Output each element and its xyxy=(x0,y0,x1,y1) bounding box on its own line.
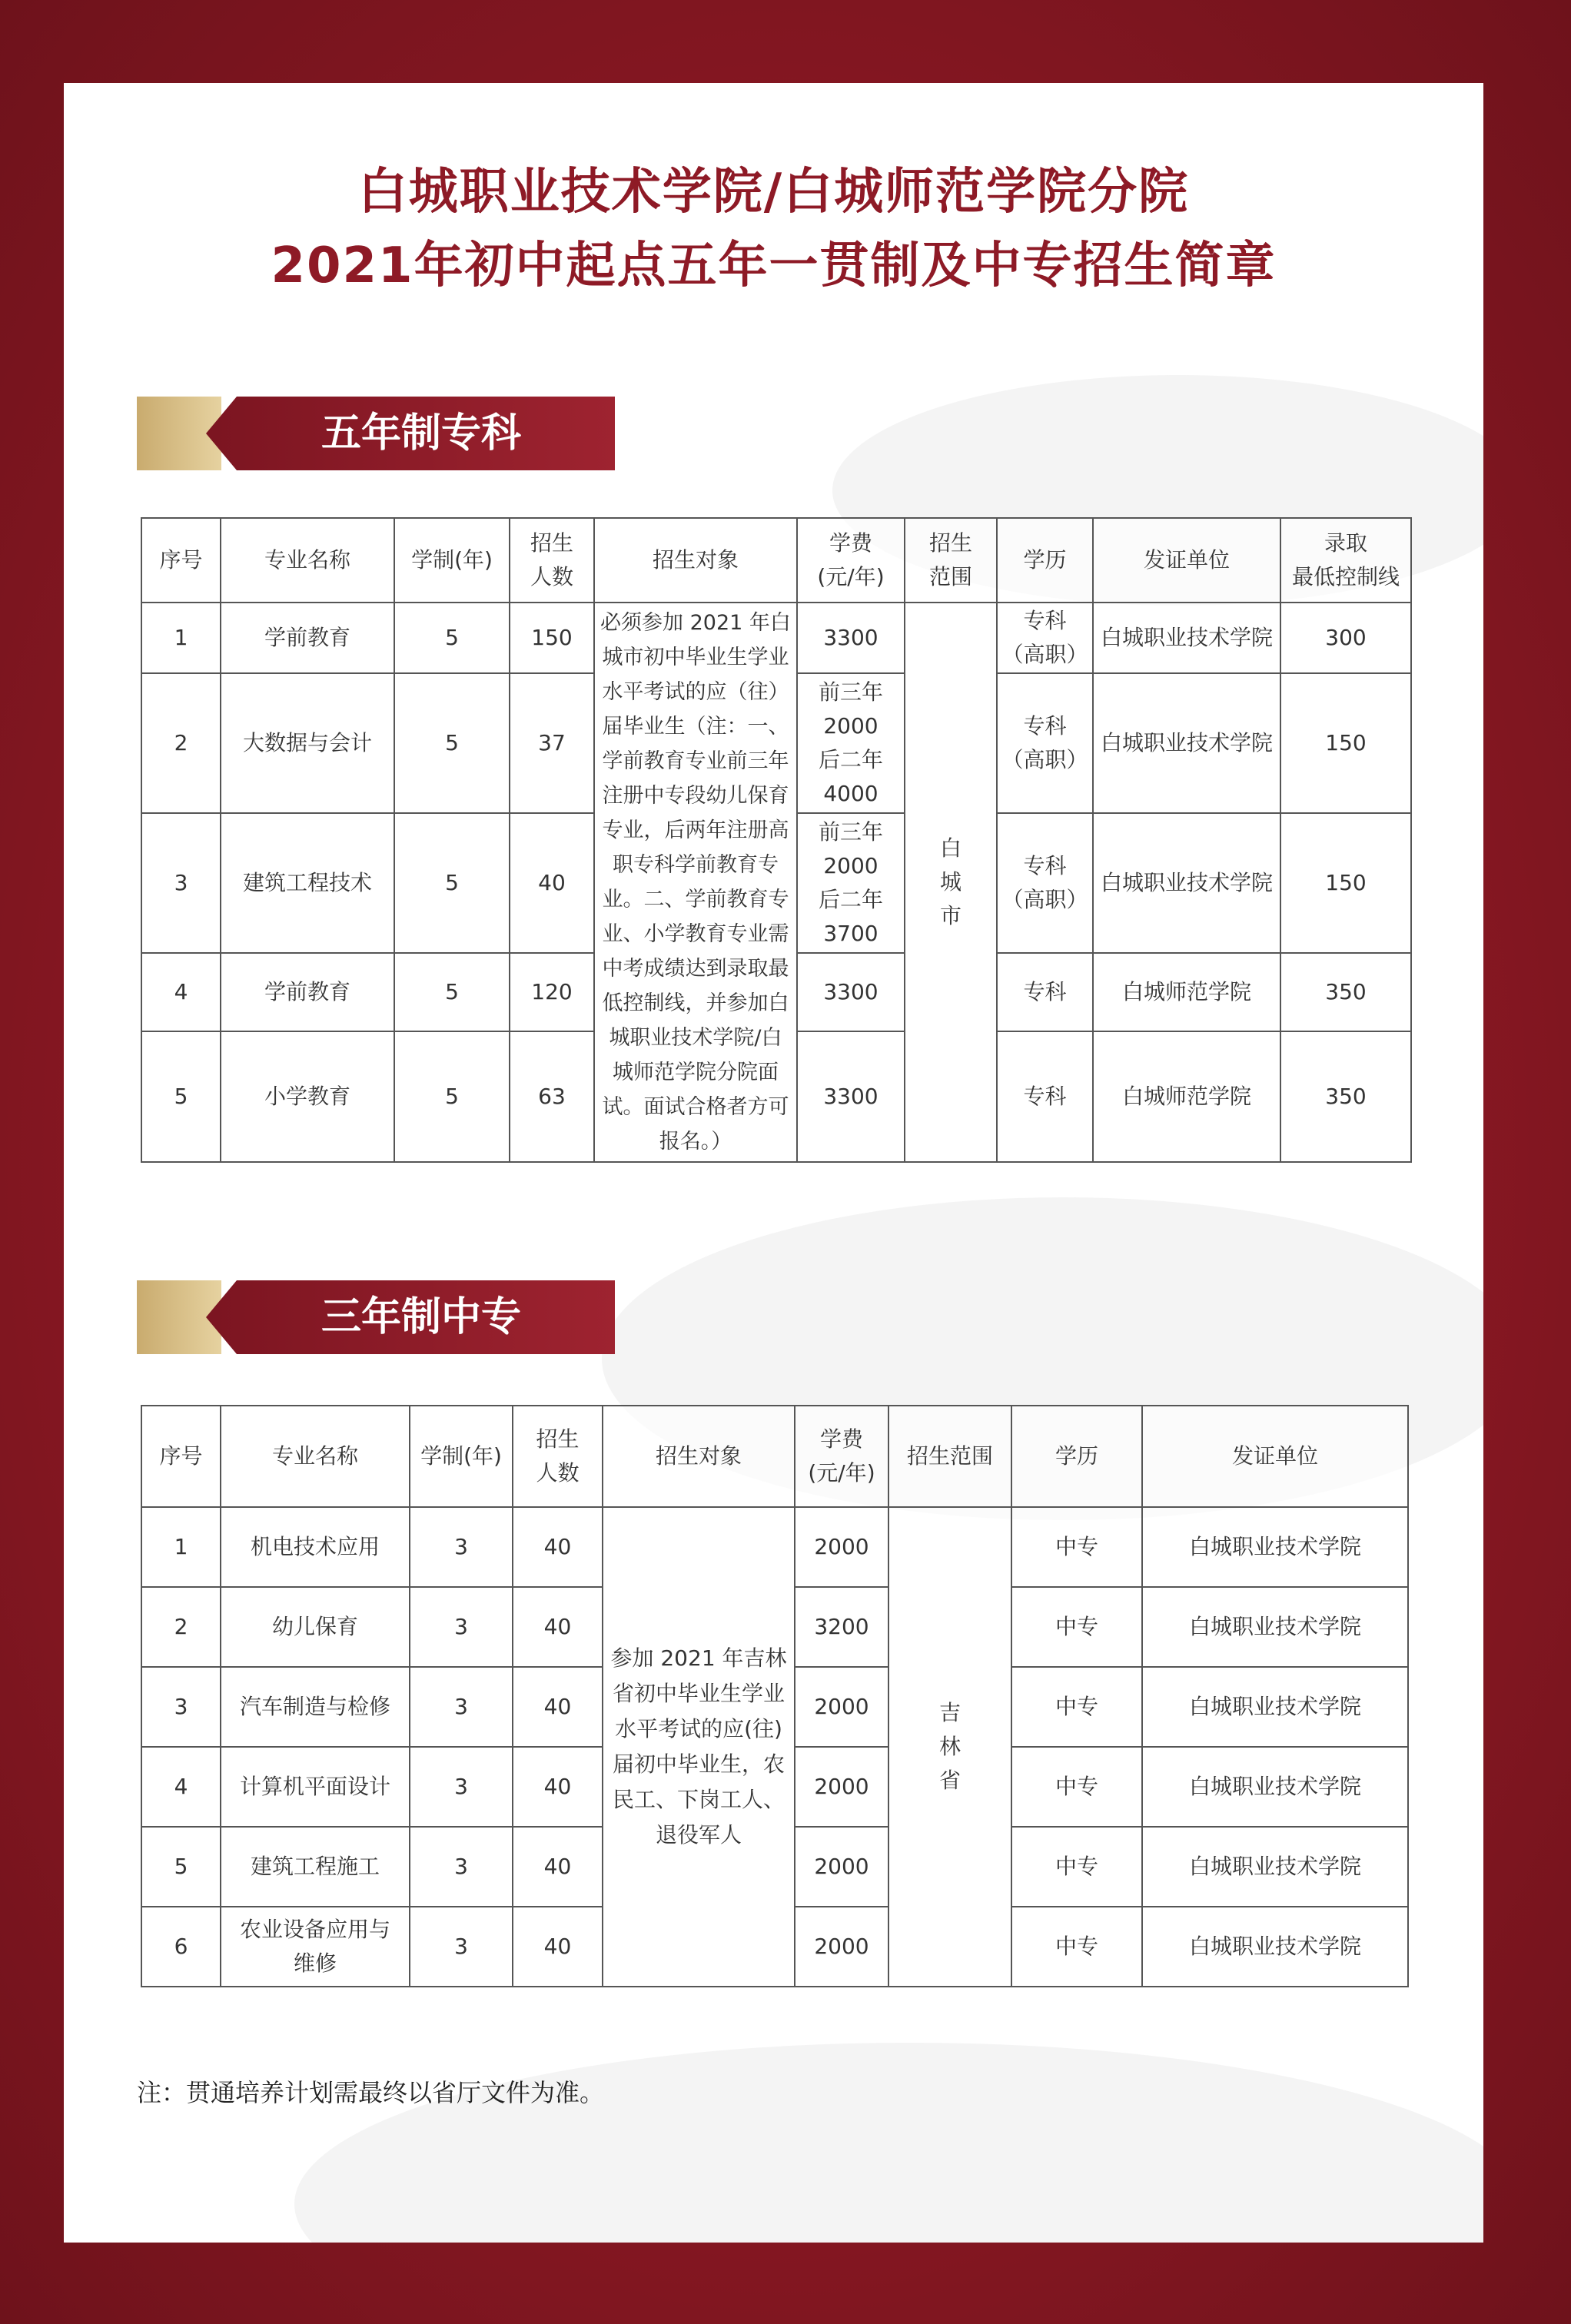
page-title-line2: 2021年初中起点五年一贯制及中专招生简章 xyxy=(271,237,1277,294)
header-major: 专业名称 xyxy=(221,518,394,603)
cell-degree: 专科 （高职） xyxy=(997,603,1093,673)
cell-issuer: 白城师范学院 xyxy=(1093,953,1280,1031)
cell-count: 40 xyxy=(513,1507,603,1587)
cell-fee: 2000 xyxy=(795,1747,888,1827)
cell-scope: 吉 林 省 xyxy=(888,1507,1011,1987)
cell-no: 2 xyxy=(141,673,221,813)
cell-fee: 2000 xyxy=(795,1827,888,1907)
cell-issuer: 白城职业技术学院 xyxy=(1093,603,1280,673)
cell-years: 5 xyxy=(394,953,510,1031)
cell-degree: 中专 xyxy=(1011,1587,1142,1667)
section-title: 五年制专科 xyxy=(321,410,521,456)
section-header-five-year xyxy=(137,397,615,470)
cell-count: 63 xyxy=(510,1031,594,1162)
header-count: 招生 人数 xyxy=(513,1406,603,1507)
cell-count: 40 xyxy=(513,1747,603,1827)
cell-years: 5 xyxy=(394,673,510,813)
page-title-line1: 白城职业技术学院/白城师范学院分院 xyxy=(357,164,1190,221)
cell-no: 5 xyxy=(141,1827,221,1907)
cell-fee: 2000 xyxy=(795,1667,888,1747)
cell-no: 3 xyxy=(141,1667,221,1747)
cell-degree: 中专 xyxy=(1011,1747,1142,1827)
five-year-table xyxy=(141,517,1412,1163)
cell-years: 3 xyxy=(410,1507,513,1587)
cell-no: 1 xyxy=(141,603,221,673)
cell-degree: 中专 xyxy=(1011,1907,1142,1987)
cell-degree: 中专 xyxy=(1011,1507,1142,1587)
cell-minline: 350 xyxy=(1280,953,1411,1031)
cell-issuer: 白城职业技术学院 xyxy=(1142,1587,1408,1667)
table-header-row xyxy=(141,518,1411,603)
three-year-table xyxy=(141,1405,1409,1987)
cell-count: 40 xyxy=(513,1827,603,1907)
header-degree: 学历 xyxy=(997,518,1093,603)
cell-degree: 专科 （高职） xyxy=(997,813,1093,953)
cell-count: 150 xyxy=(510,603,594,673)
cell-major: 学前教育 xyxy=(221,603,394,673)
cell-scope: 白 城 市 xyxy=(905,603,997,1162)
cell-count: 37 xyxy=(510,673,594,813)
section-title: 三年制中专 xyxy=(321,1294,521,1340)
cell-major: 计算机平面设计 xyxy=(221,1747,410,1827)
cell-no: 3 xyxy=(141,813,221,953)
cell-degree: 中专 xyxy=(1011,1667,1142,1747)
cell-issuer: 白城职业技术学院 xyxy=(1142,1507,1408,1587)
cell-count: 120 xyxy=(510,953,594,1031)
cell-years: 3 xyxy=(410,1747,513,1827)
header-fee: 学费 (元/年) xyxy=(797,518,905,603)
cell-years: 3 xyxy=(410,1907,513,1987)
cell-no: 6 xyxy=(141,1907,221,1987)
cell-issuer: 白城师范学院 xyxy=(1093,1031,1280,1162)
header-minline: 录取 最低控制线 xyxy=(1280,518,1411,603)
cell-no: 4 xyxy=(141,953,221,1031)
footnote: 注：贯通培养计划需最终以省厅文件为准。 xyxy=(137,2078,605,2107)
header-scope: 招生 范围 xyxy=(905,518,997,603)
cell-fee: 前三年 2000 后二年 3700 xyxy=(797,813,905,953)
table-row xyxy=(141,603,1411,673)
cell-degree: 专科 xyxy=(997,1031,1093,1162)
cell-count: 40 xyxy=(513,1907,603,1987)
section-header-three-year xyxy=(137,1280,615,1354)
cell-years: 5 xyxy=(394,603,510,673)
cell-count: 40 xyxy=(510,813,594,953)
cell-fee: 3300 xyxy=(797,953,905,1031)
header-no: 序号 xyxy=(141,1406,221,1507)
cell-issuer: 白城职业技术学院 xyxy=(1142,1827,1408,1907)
cell-major: 汽车制造与检修 xyxy=(221,1667,410,1747)
header-eligibility: 招生对象 xyxy=(603,1406,795,1507)
header-years: 学制(年) xyxy=(410,1406,513,1507)
cell-minline: 150 xyxy=(1280,673,1411,813)
header-degree: 学历 xyxy=(1011,1406,1142,1507)
header-fee: 学费 (元/年) xyxy=(795,1406,888,1507)
cell-degree: 专科 xyxy=(997,953,1093,1031)
table-row xyxy=(141,1507,1408,1587)
cell-major: 大数据与会计 xyxy=(221,673,394,813)
cell-issuer: 白城职业技术学院 xyxy=(1093,673,1280,813)
cell-major: 机电技术应用 xyxy=(221,1507,410,1587)
header-years: 学制(年) xyxy=(394,518,510,603)
content-panel xyxy=(64,83,1483,2243)
cell-issuer: 白城职业技术学院 xyxy=(1142,1907,1408,1987)
cell-eligibility: 必须参加 2021 年白城市初中毕业生学业水平考试的应（往）届毕业生（注：一、学前教育专业前三年注册中专段幼儿保育专业，后两年注册高职专科学前教育专业。二、学前教育专业、小学教育专业需中考成绩达到录取最低控制线，并参加白城职业技术学院/白城师范学院分院面试。面试合格者方可报名。） xyxy=(594,603,797,1162)
cell-fee: 前三年 2000 后二年 4000 xyxy=(797,673,905,813)
cell-issuer: 白城职业技术学院 xyxy=(1142,1667,1408,1747)
header-scope: 招生范围 xyxy=(888,1406,1011,1507)
cell-years: 5 xyxy=(394,813,510,953)
header-no: 序号 xyxy=(141,518,221,603)
header-count: 招生 人数 xyxy=(510,518,594,603)
cell-eligibility: 参加 2021 年吉林省初中毕业生学业水平考试的应(往)届初中毕业生，农民工、下岗工人、退役军人 xyxy=(603,1507,795,1987)
cell-degree: 中专 xyxy=(1011,1827,1142,1907)
header-issuer: 发证单位 xyxy=(1142,1406,1408,1507)
cell-issuer: 白城职业技术学院 xyxy=(1093,813,1280,953)
cell-fee: 2000 xyxy=(795,1907,888,1987)
cell-fee: 3300 xyxy=(797,1031,905,1162)
cell-no: 5 xyxy=(141,1031,221,1162)
cell-no: 1 xyxy=(141,1507,221,1587)
cell-count: 40 xyxy=(513,1667,603,1747)
cell-count: 40 xyxy=(513,1587,603,1667)
cell-major: 学前教育 xyxy=(221,953,394,1031)
header-eligibility: 招生对象 xyxy=(594,518,797,603)
cell-issuer: 白城职业技术学院 xyxy=(1142,1747,1408,1827)
cell-no: 2 xyxy=(141,1587,221,1667)
cell-years: 3 xyxy=(410,1587,513,1667)
cell-major: 建筑工程施工 xyxy=(221,1827,410,1907)
cell-fee: 3300 xyxy=(797,603,905,673)
cell-fee: 3200 xyxy=(795,1587,888,1667)
cell-major: 建筑工程技术 xyxy=(221,813,394,953)
cell-major: 农业设备应用与 维修 xyxy=(221,1907,410,1987)
cell-years: 3 xyxy=(410,1827,513,1907)
cell-fee: 2000 xyxy=(795,1507,888,1587)
cell-degree: 专科 （高职） xyxy=(997,673,1093,813)
cell-minline: 150 xyxy=(1280,813,1411,953)
cell-no: 4 xyxy=(141,1747,221,1827)
header-major: 专业名称 xyxy=(221,1406,410,1507)
cell-minline: 300 xyxy=(1280,603,1411,673)
cell-major: 幼儿保育 xyxy=(221,1587,410,1667)
landscape-decoration xyxy=(294,2043,1483,2243)
cell-minline: 350 xyxy=(1280,1031,1411,1162)
cell-years: 5 xyxy=(394,1031,510,1162)
header-issuer: 发证单位 xyxy=(1093,518,1280,603)
cell-years: 3 xyxy=(410,1667,513,1747)
cell-major: 小学教育 xyxy=(221,1031,394,1162)
table-header-row xyxy=(141,1406,1408,1507)
